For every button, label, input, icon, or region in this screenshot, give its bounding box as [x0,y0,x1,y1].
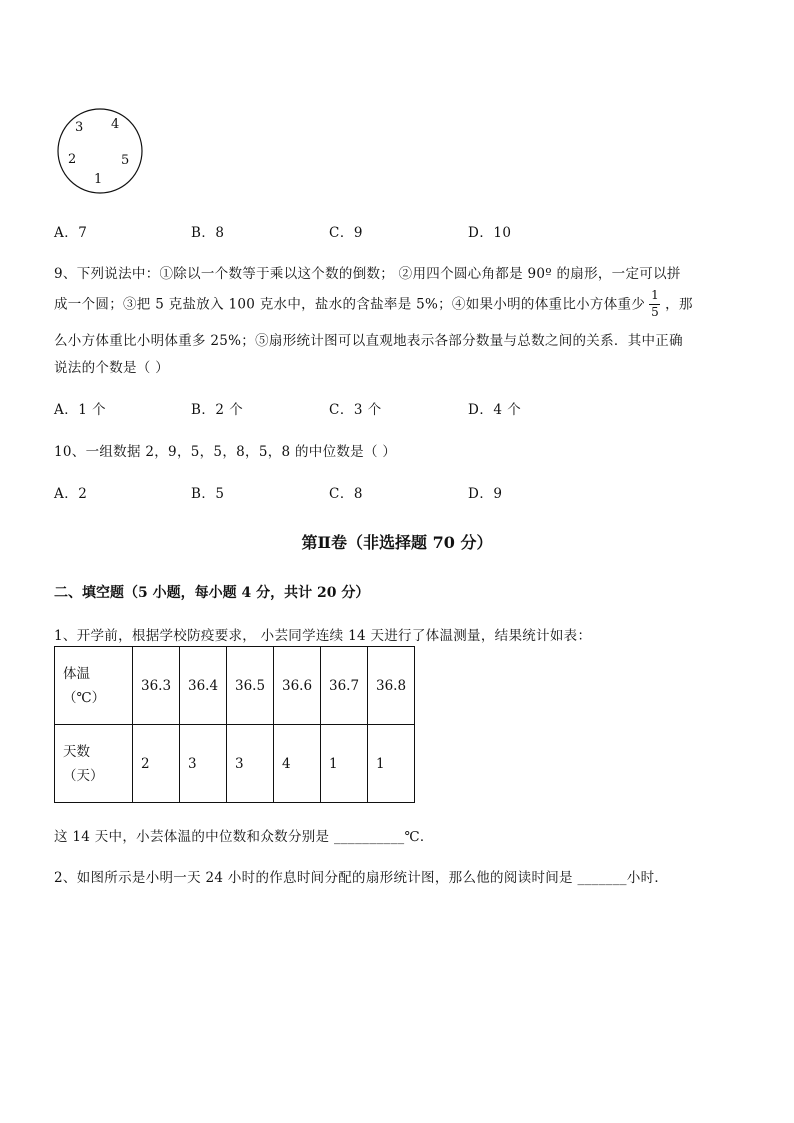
answer-blank[interactable]: __________ [333,829,405,845]
table-row [55,647,415,725]
fill2-question-text: 2、如图所示是小明一天 24 小时的作息时间分配的扇形统计图，那么他的阅读时间是 [54,870,578,886]
table-cell: 36.7 [321,647,368,725]
q10-option-b[interactable]: B．5 [191,486,225,502]
fraction-one-fifth [649,290,661,320]
table-cell: 36.5 [227,647,274,725]
q9-line-1: 9、下列说法中：①除以一个数等于乘以这个数的倒数； ②用四个圆心角都是 90º 的扇形，一定可以拼 [54,266,681,282]
circle-number: 5 [121,153,130,168]
table-row [55,725,415,803]
q10-option-d[interactable]: D．9 [468,486,503,502]
fill1-question-unit: ℃． [404,829,434,845]
q10-option-a[interactable]: A．2 [54,486,88,502]
row-label-line: 天数 [63,743,90,760]
q8-option-a[interactable]: A．7 [54,225,88,241]
q9-line-2-end: ，那 [665,296,693,313]
fill2-question [54,866,668,886]
row-label-unit: （天） [63,767,104,784]
section-title: 第Ⅱ卷（非选择题 70 分） [301,533,493,552]
table-cell: 1 [368,725,415,803]
fill1-intro: 1、开学前，根据学校防疫要求， 小芸同学连续 14 天进行了体温测量，结果统计如表： [54,628,592,644]
table-cell: 3 [227,725,274,803]
fill1-question-text: 这 14 天中，小芸体温的中位数和众数分别是 [54,829,334,845]
q10-question: 10、一组数据 2，9，5，5，8，5，8 的中位数是（ ） [54,444,397,460]
circle-number: 1 [94,172,103,187]
row-label-unit: （℃） [63,689,106,706]
circle-number: 4 [111,117,120,132]
fraction-numerator: 1 [651,288,660,302]
q9-line-2 [54,290,693,320]
fill2-question-unit: 小时． [626,870,669,886]
q9-line-3: 么小方体重比小明体重多 25%；⑤扇形统计图可以直观地表示各部分数量与总数之间的关系．其中正确 [54,333,683,349]
q8-option-d[interactable]: D．10 [468,225,512,241]
row-label-line: 体温 [63,665,90,682]
q8-option-b[interactable]: B．8 [191,225,225,241]
table-row-label [55,647,133,725]
q9-option-d[interactable]: D．4 个 [468,402,522,418]
table-cell: 2 [133,725,180,803]
q9-option-c[interactable]: C．3 个 [329,402,382,418]
q9-option-b[interactable]: B．2 个 [191,402,244,418]
circle-number: 2 [68,152,77,167]
fraction-denominator: 5 [651,305,660,319]
table-cell: 36.4 [180,647,227,725]
table-cell: 36.8 [368,647,415,725]
table-cell: 4 [274,725,321,803]
q9-option-a[interactable]: A．1 个 [54,402,107,418]
q10-option-c[interactable]: C．8 [329,486,363,502]
q8-option-c[interactable]: C．9 [329,225,363,241]
table-cell: 1 [321,725,368,803]
fill1-question [54,825,434,845]
temperature-table [54,646,415,803]
q9-line-2-text: 成一个圆；③把 5 克盐放入 100 克水中，盐水的含盐率是 5%；④如果小明的体重比小方体重少 [54,296,646,313]
q9-line-4: 说法的个数是（ ） [54,360,169,376]
table-cell: 36.6 [274,647,321,725]
table-cell: 36.3 [133,647,180,725]
table-row-label [55,725,133,803]
section-subtitle: 二、填空题（5 小题，每小题 4 分，共计 20 分） [54,585,370,601]
number-circle-figure [57,108,143,194]
table-cell: 3 [180,725,227,803]
answer-blank[interactable]: _______ [577,870,627,886]
circle-number: 3 [75,120,84,135]
